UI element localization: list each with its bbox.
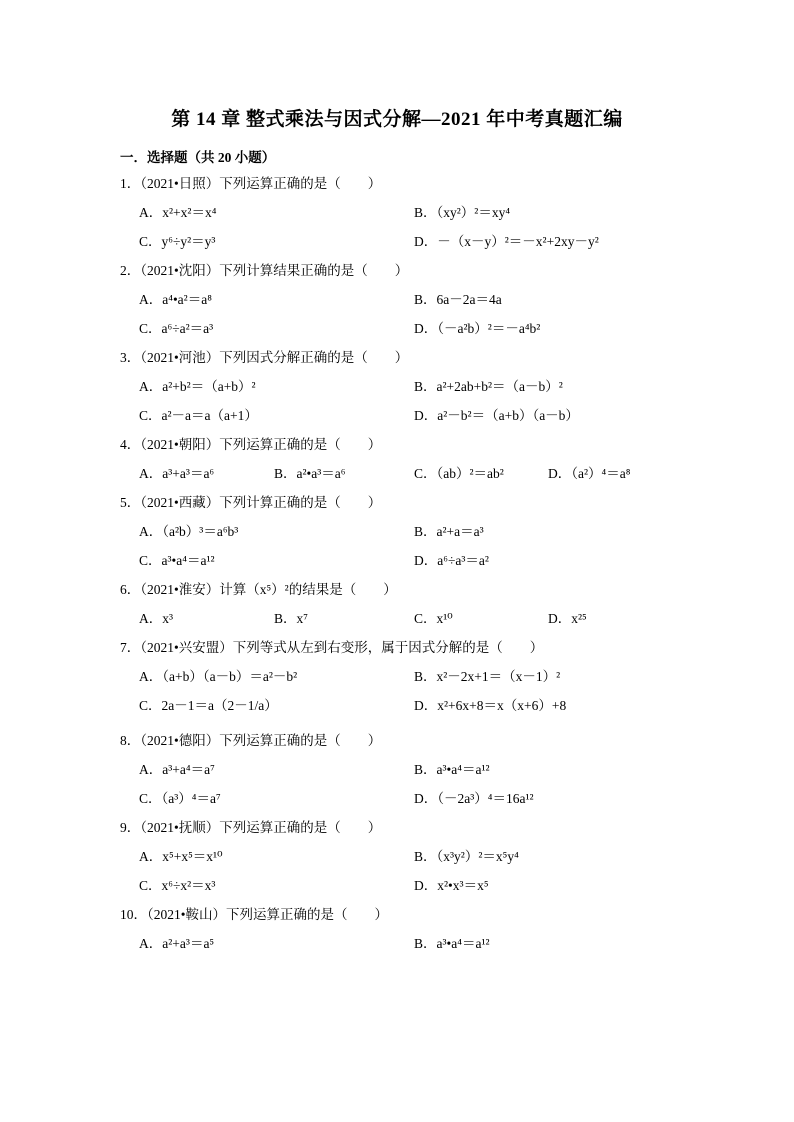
option-a: A．x³ [139, 611, 174, 626]
question-1 [120, 174, 720, 252]
option-d: D．a⁶÷a³＝a² [414, 553, 489, 568]
section-heading: 一．选择题（共 20 小题） [120, 150, 276, 165]
option-c: C．（ab）²＝ab² [414, 466, 504, 481]
option-a: A．a²+a³＝a⁵ [139, 936, 215, 951]
option-row [120, 667, 720, 687]
option-b: B．6a－2a＝4a [414, 292, 502, 307]
question-10 [120, 905, 720, 954]
option-c: C．y⁶÷y²＝y³ [139, 234, 216, 249]
question-2 [120, 261, 720, 339]
option-a: A．（a+b）（a－b）＝a²－b² [139, 669, 298, 684]
question-stem: 10．（2021•鞍山）下列运算正确的是（ ） [120, 907, 388, 922]
option-row [120, 760, 720, 780]
question-stem: 6．（2021•淮安）计算（x⁵）²的结果是（ ） [120, 582, 397, 597]
option-a: A．x²+x²＝x⁴ [139, 205, 217, 220]
question-list [120, 174, 720, 963]
option-b: B．x⁷ [274, 611, 308, 626]
question-stem: 1．（2021•日照）下列运算正确的是（ ） [120, 176, 382, 191]
question-stem: 8．（2021•德阳）下列运算正确的是（ ） [120, 733, 382, 748]
option-d: D．－（x－y）²＝－x²+2xy－y² [414, 234, 599, 249]
option-row [120, 696, 720, 722]
question-4 [120, 435, 720, 484]
option-row [120, 203, 720, 223]
option-b: B．a²+2ab+b²＝（a－b）² [414, 379, 563, 394]
question-8 [120, 731, 720, 809]
option-row [120, 522, 720, 542]
question-6 [120, 580, 720, 629]
option-c: C．a³•a⁴＝a¹² [139, 553, 215, 568]
option-a: A．a²+b²＝（a+b）² [139, 379, 256, 394]
option-row [120, 319, 720, 339]
option-row [120, 876, 720, 896]
option-row [120, 290, 720, 310]
option-row [120, 847, 720, 867]
option-d: D．a²－b²＝（a+b）（a－b） [414, 408, 579, 423]
option-a: A．a³+a³＝a⁶ [139, 466, 215, 481]
option-row [120, 232, 720, 252]
option-c: C．a²－a＝a（a+1） [139, 408, 258, 423]
option-row [120, 377, 720, 397]
option-row [120, 406, 720, 426]
option-row [120, 934, 720, 954]
option-a: A．a⁴•a²＝a⁸ [139, 292, 212, 307]
option-b: B．（x³y²）²＝x⁵y⁴ [414, 849, 519, 864]
option-c: C．x⁶÷x²＝x³ [139, 878, 216, 893]
option-d: D．x²+6x+8＝x（x+6）+8 [414, 698, 567, 713]
question-stem: 2．（2021•沈阳）下列计算结果正确的是（ ） [120, 263, 409, 278]
question-9 [120, 818, 720, 896]
option-row [120, 551, 720, 571]
question-stem: 4．（2021•朝阳）下列运算正确的是（ ） [120, 437, 382, 452]
option-d: D．x²⁵ [548, 611, 587, 626]
option-b: B．x²－2x+1＝（x－1）² [414, 669, 561, 684]
question-7 [120, 638, 720, 722]
option-d: D．（a²）⁴＝a⁸ [548, 466, 631, 481]
option-b: B．a³•a⁴＝a¹² [414, 762, 490, 777]
option-c: C．（a³）⁴＝a⁷ [139, 791, 221, 806]
option-c: C．a⁶÷a²＝a³ [139, 321, 214, 336]
option-row [120, 609, 720, 629]
question-5 [120, 493, 720, 571]
option-row [120, 464, 720, 484]
option-b: B．（xy²）²＝xy⁴ [414, 205, 511, 220]
option-c: C．2a－1＝a（2－1/a） [139, 698, 278, 713]
question-stem: 3．（2021•河池）下列因式分解正确的是（ ） [120, 350, 409, 365]
option-d: D．x²•x³＝x⁵ [414, 878, 489, 893]
option-b: B．a²•a³＝a⁶ [274, 466, 346, 481]
question-stem: 7．（2021•兴安盟）下列等式从左到右变形，属于因式分解的是（ ） [120, 640, 544, 655]
option-a: A．x⁵+x⁵＝x¹⁰ [139, 849, 223, 864]
question-stem: 9．（2021•抚顺）下列运算正确的是（ ） [120, 820, 382, 835]
question-stem: 5．（2021•西藏）下列计算正确的是（ ） [120, 495, 382, 510]
option-c: C．x¹⁰ [414, 611, 453, 626]
option-row [120, 789, 720, 809]
document-title: 第 14 章 整式乘法与因式分解—2021 年中考真题汇编 [171, 109, 623, 130]
option-b: B．a³•a⁴＝a¹² [414, 936, 490, 951]
question-3 [120, 348, 720, 426]
option-d: D．（－a²b）²＝－a⁴b² [414, 321, 541, 336]
option-b: B．a²+a＝a³ [414, 524, 484, 539]
option-a: A．a³+a⁴＝a⁷ [139, 762, 215, 777]
option-d: D．（－2a³）⁴＝16a¹² [414, 791, 534, 806]
option-a: A．（a²b）³＝a⁶b³ [139, 524, 239, 539]
